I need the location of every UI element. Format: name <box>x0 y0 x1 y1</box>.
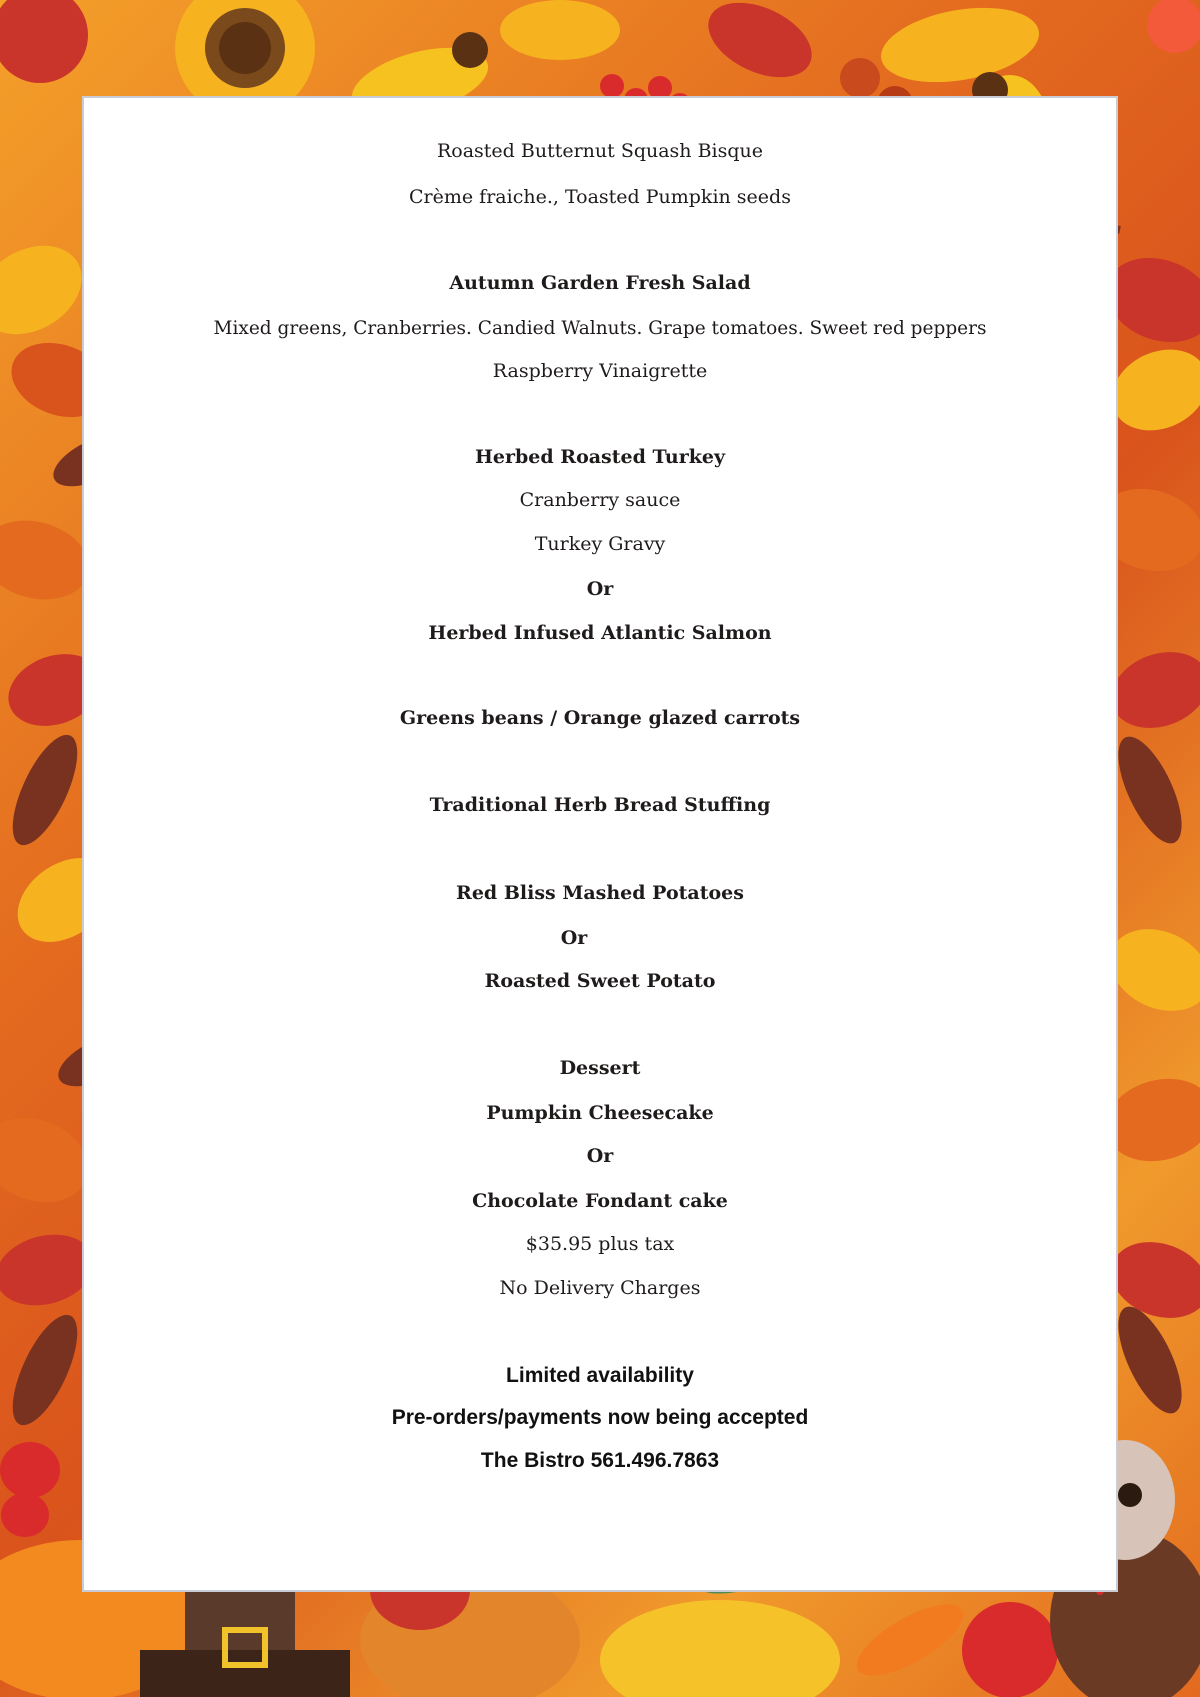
salad-title: Autumn Garden Fresh Salad <box>449 272 751 294</box>
dessert-or: Or <box>586 1145 614 1167</box>
entree-side-gravy: Turkey Gravy <box>534 533 666 555</box>
soup-title: Roasted Butternut Squash Bisque <box>436 140 764 162</box>
vegetables: Greens beans / Orange glazed carrots <box>399 707 801 729</box>
dessert-cheesecake: Pumpkin Cheesecake <box>486 1102 714 1124</box>
entree-or: Or <box>586 578 614 600</box>
entree-side-cranberry: Cranberry sauce <box>519 489 681 511</box>
potato-or: Or <box>560 927 588 949</box>
availability-note: Limited availability <box>506 1364 694 1387</box>
soup-detail: Crème fraiche., Toasted Pumpkin seeds <box>409 186 791 208</box>
potato-sweet: Roasted Sweet Potato <box>484 970 716 992</box>
dessert-heading: Dessert <box>559 1057 641 1079</box>
dessert-fondant: Chocolate Fondant cake <box>472 1190 728 1212</box>
delivery-note: No Delivery Charges <box>499 1277 701 1299</box>
apple-icon <box>0 0 88 83</box>
price: $35.95 plus tax <box>525 1233 675 1255</box>
entree-salmon: Herbed Infused Atlantic Salmon <box>428 622 772 644</box>
stuffing: Traditional Herb Bread Stuffing <box>429 794 771 816</box>
apple-icon <box>962 1602 1058 1697</box>
preorders-note: Pre-orders/payments now being accepted <box>391 1406 809 1429</box>
potato-mashed: Red Bliss Mashed Potatoes <box>456 882 744 904</box>
salad-dressing: Raspberry Vinaigrette <box>492 360 708 382</box>
contact-info: The Bistro 561.496.7863 <box>480 1449 720 1472</box>
entree-turkey: Herbed Roasted Turkey <box>474 446 726 468</box>
salad-detail: Mixed greens, Cranberries. Candied Walnuts. Grape tomatoes. Sweet red peppers <box>213 318 987 339</box>
